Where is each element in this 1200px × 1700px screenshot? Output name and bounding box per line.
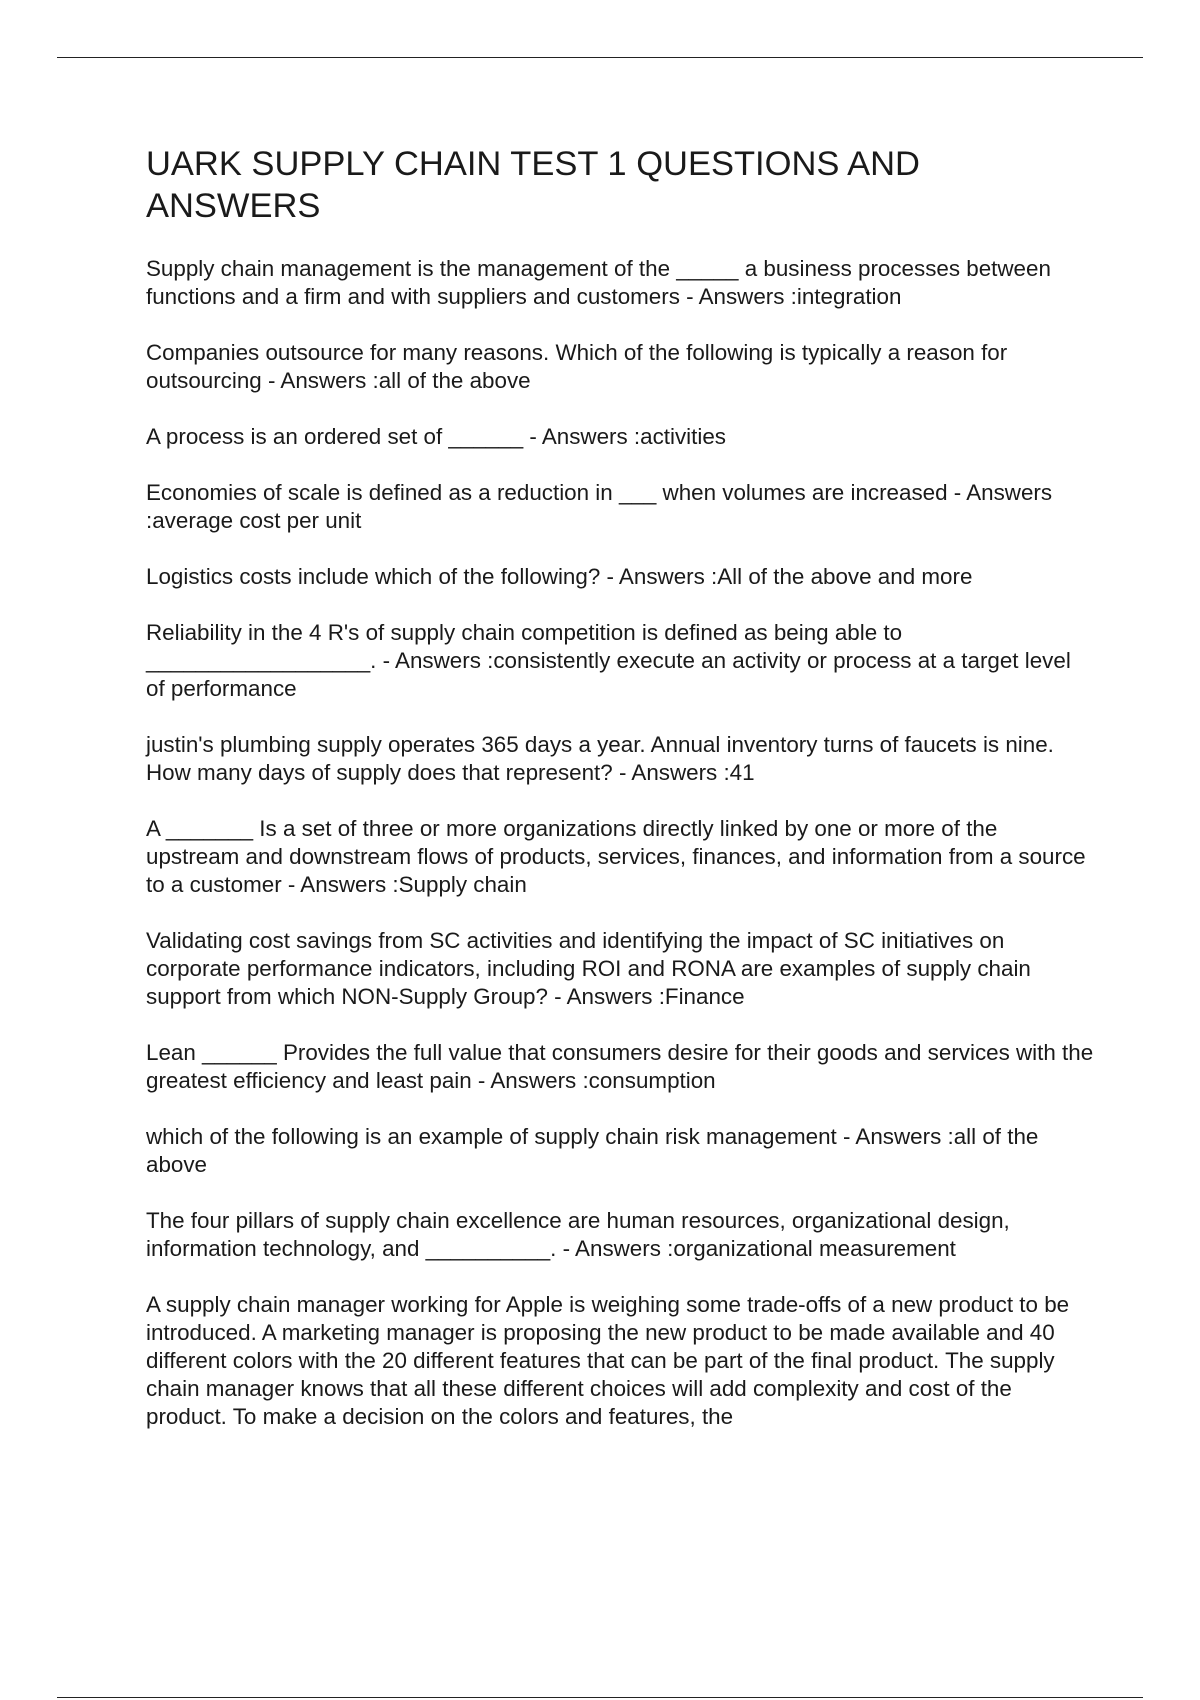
qa-item: Supply chain management is the management of the _____ a business processes between functions and a firm and with suppliers and customers - Answers :integration [146, 256, 1058, 309]
qa-item: Lean ______ Provides the full value that consumers desire for their goods and services with the greatest efficiency and least pain - Answers :consumption [146, 1040, 1100, 1093]
qa-item: The four pillars of supply chain excellence are human resources, organizational design, information technology, and __________. - Answers :organizational measurement [146, 1208, 1017, 1261]
qa-item: A process is an ordered set of ______ - Answers :activities [146, 424, 726, 449]
qa-list [146, 255, 1100, 1431]
qa-item: which of the following is an example of supply chain risk management - Answers :all of the above [146, 1124, 1045, 1177]
qa-item: Validating cost savings from SC activities and identifying the impact of SC initiatives on corporate performance indicators, including ROI and RONA are examples of supply chain support from which NON-Supply Group? - Answers :Finance [146, 928, 1038, 1009]
qa-item: Economies of scale is defined as a reduction in ___ when volumes are increased - Answers :average cost per unit [146, 480, 1059, 533]
document-title: UARK SUPPLY CHAIN TEST 1 QUESTIONS AND ANSWERS [146, 145, 920, 225]
qa-item: Reliability in the 4 R's of supply chain competition is defined as being able to __________________. - Answers :consistently execute an activity or process at a target level of performance [146, 620, 1078, 701]
top-rule [57, 57, 1143, 58]
document-page [146, 143, 1100, 1459]
qa-item: justin's plumbing supply operates 365 days a year. Annual inventory turns of faucets is nine. How many days of supply does that represent? - Answers :41 [146, 732, 1061, 785]
qa-item: A supply chain manager working for Apple is weighing some trade-offs of a new product to be introduced. A marketing manager is proposing the new product to be made available and 40 different colors with the 20 different features that can be part of the final product. The supply chain manager knows that all these different choices will add complexity and cost of the product. To make a decision on the colors and features, the [146, 1292, 1076, 1429]
qa-item: Logistics costs include which of the following? - Answers :All of the above and more [146, 564, 973, 589]
bottom-rule [57, 1697, 1143, 1698]
qa-item: A _______ Is a set of three or more organizations directly linked by one or more of the upstream and downstream flows of products, services, finances, and information from a source to a customer - Answers :Supply chain [146, 816, 1092, 897]
qa-item: Companies outsource for many reasons. Which of the following is typically a reason for outsourcing - Answers :all of the above [146, 340, 1014, 393]
